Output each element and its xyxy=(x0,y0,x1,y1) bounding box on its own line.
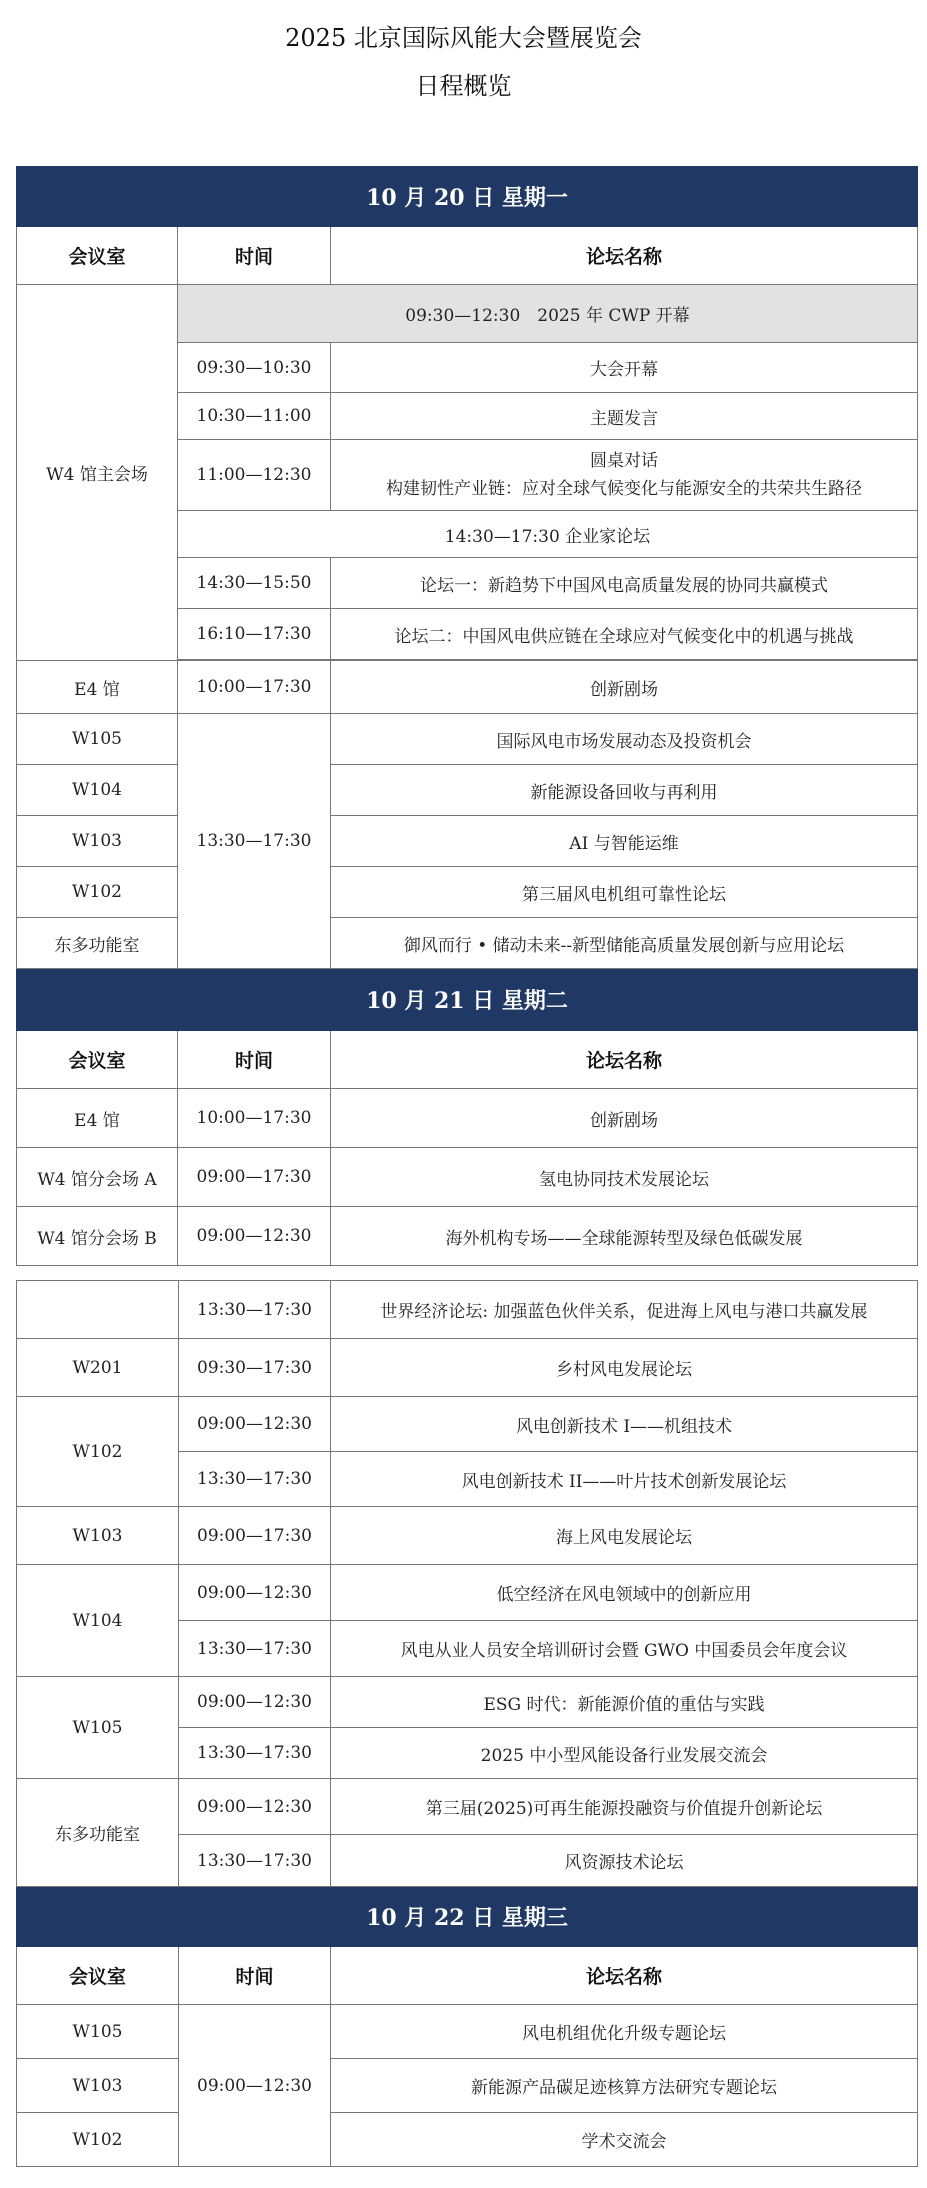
col-header-time: 时间 xyxy=(179,1947,331,2005)
room-cell: W102 xyxy=(17,2113,179,2167)
room-cell: W201 xyxy=(17,1339,179,1397)
forum-cell: 风电创新技术 I——机组技术 xyxy=(331,1397,918,1452)
page-title: 2025 北京国际风能大会暨展览会 xyxy=(285,24,642,52)
room-cell: E4 馆 xyxy=(17,1089,178,1148)
forum-cell: 新能源产品碳足迹核算方法研究专题论坛 xyxy=(331,2059,918,2113)
forum-cell: 国际风电市场发展动态及投资机会 xyxy=(331,714,918,765)
room-cell: W104 xyxy=(17,1565,179,1677)
day1-date-bar: 10 月 20 日 星期一 xyxy=(17,167,918,227)
forum-cell: 风资源技术论坛 xyxy=(331,1835,918,1887)
col-header-room: 会议室 xyxy=(17,1947,179,2005)
time-cell: 11:00—12:30 xyxy=(178,440,331,511)
page-subtitle: 日程概览 xyxy=(415,72,512,100)
time-cell: 10:30—11:00 xyxy=(178,393,331,440)
time-cell: 09:00—12:30 xyxy=(179,1779,331,1835)
room-cell: W4 馆分会场 B xyxy=(17,1207,178,1266)
forum-cell: 论坛一：新趋势下中国风电高质量发展的协同共赢模式 xyxy=(331,558,918,609)
room-cell: E4 馆 xyxy=(17,661,178,714)
time-cell: 09:00—12:30 xyxy=(179,1565,331,1621)
time-cell: 09:30—17:30 xyxy=(179,1339,331,1397)
forum-cell: 御风而行 • 储动未来--新型储能高质量发展创新与应用论坛 xyxy=(331,918,918,969)
time-cell: 09:00—12:30 xyxy=(179,1397,331,1452)
room-cell: W103 xyxy=(17,2059,179,2113)
forum-cell: 海外机构专场——全球能源转型及绿色低碳发展 xyxy=(331,1207,918,1266)
forum-cell: 海上风电发展论坛 xyxy=(331,1507,918,1565)
room-cell: 东多功能室 xyxy=(17,918,178,969)
room-cell-empty xyxy=(17,1281,179,1339)
time-cell: 09:00—12:30 xyxy=(179,1677,331,1728)
room-cell: W103 xyxy=(17,816,178,867)
forum-cell: 风电从业人员安全培训研讨会暨 GWO 中国委员会年度会议 xyxy=(331,1621,918,1677)
room-cell: W103 xyxy=(17,1507,179,1565)
col-header-time: 时间 xyxy=(178,1031,331,1089)
room-cell: 东多功能室 xyxy=(17,1779,179,1887)
afternoon-time-cell: 13:30—17:30 xyxy=(178,714,331,969)
day2-date-bar: 10 月 21 日 星期二 xyxy=(17,969,918,1031)
forum-line-1: 圆桌对话 xyxy=(590,451,658,471)
time-cell: 13:30—17:30 xyxy=(179,1835,331,1887)
forum-cell xyxy=(331,440,918,511)
schedule-table-1 xyxy=(16,166,918,1266)
forum-cell: 2025 中小型风能设备行业发展交流会 xyxy=(331,1728,918,1779)
room-cell: W102 xyxy=(17,1397,179,1507)
room-cell: W105 xyxy=(17,1677,179,1779)
forum-cell: 风电机组优化升级专题论坛 xyxy=(331,2005,918,2059)
col-header-forum: 论坛名称 xyxy=(331,1031,918,1089)
forum-line-2: 构建韧性产业链：应对全球气候变化与能源安全的共荣共生路径 xyxy=(386,479,862,499)
forum-cell: 世界经济论坛: 加强蓝色伙伴关系，促进海上风电与港口共赢发展 xyxy=(331,1281,918,1339)
forum-cell: 氢电协同技术发展论坛 xyxy=(331,1148,918,1207)
room-w4-main: W4 馆主会场 xyxy=(17,285,178,661)
forum-cell: 创新剧场 xyxy=(331,1089,918,1148)
time-cell: 09:00—17:30 xyxy=(178,1148,331,1207)
forum-cell: 低空经济在风电领域中的创新应用 xyxy=(331,1565,918,1621)
time-cell: 09:00—17:30 xyxy=(179,1507,331,1565)
forum-cell: 学术交流会 xyxy=(331,2113,918,2167)
forum-cell: 大会开幕 xyxy=(331,343,918,393)
day3-date-bar: 10 月 22 日 星期三 xyxy=(17,1887,918,1947)
room-cell: W4 馆分会场 A xyxy=(17,1148,178,1207)
entrepreneur-forum-row: 14:30—17:30 企业家论坛 xyxy=(178,511,918,558)
time-cell: 16:10—17:30 xyxy=(178,609,331,660)
forum-cell: 第三届风电机组可靠性论坛 xyxy=(331,867,918,918)
forum-cell: 第三届(2025)可再生能源投融资与价值提升创新论坛 xyxy=(331,1779,918,1835)
time-cell: 09:00—12:30 xyxy=(179,2005,331,2167)
col-header-time: 时间 xyxy=(178,227,331,285)
forum-cell: 风电创新技术 II——叶片技术创新发展论坛 xyxy=(331,1452,918,1507)
time-cell: 13:30—17:30 xyxy=(179,1281,331,1339)
forum-cell: 主题发言 xyxy=(331,393,918,440)
room-cell: W102 xyxy=(17,867,178,918)
time-cell: 10:00—17:30 xyxy=(178,1089,331,1148)
schedule-table-2 xyxy=(16,1280,918,2167)
forum-cell: AI 与智能运维 xyxy=(331,816,918,867)
col-header-forum: 论坛名称 xyxy=(331,227,918,285)
forum-cell: 创新剧场 xyxy=(331,661,918,714)
time-cell: 09:00—12:30 xyxy=(178,1207,331,1266)
time-cell: 14:30—15:50 xyxy=(178,558,331,609)
forum-cell: 论坛二：中国风电供应链在全球应对气候变化中的机遇与挑战 xyxy=(331,609,918,660)
room-cell: W104 xyxy=(17,765,178,816)
room-cell: W105 xyxy=(17,2005,179,2059)
time-cell: 13:30—17:30 xyxy=(179,1452,331,1507)
time-cell: 13:30—17:30 xyxy=(179,1728,331,1779)
forum-cell: ESG 时代：新能源价值的重估与实践 xyxy=(331,1677,918,1728)
cwp-opening-row: 09:30—12:30 2025 年 CWP 开幕 xyxy=(178,285,918,343)
room-cell: W105 xyxy=(17,714,178,765)
forum-cell: 新能源设备回收与再利用 xyxy=(331,765,918,816)
col-header-forum: 论坛名称 xyxy=(331,1947,918,2005)
time-cell: 10:00—17:30 xyxy=(178,661,331,714)
col-header-room: 会议室 xyxy=(17,1031,178,1089)
time-cell: 09:30—10:30 xyxy=(178,343,331,393)
forum-cell: 乡村风电发展论坛 xyxy=(331,1339,918,1397)
time-cell: 13:30—17:30 xyxy=(179,1621,331,1677)
col-header-room: 会议室 xyxy=(17,227,178,285)
